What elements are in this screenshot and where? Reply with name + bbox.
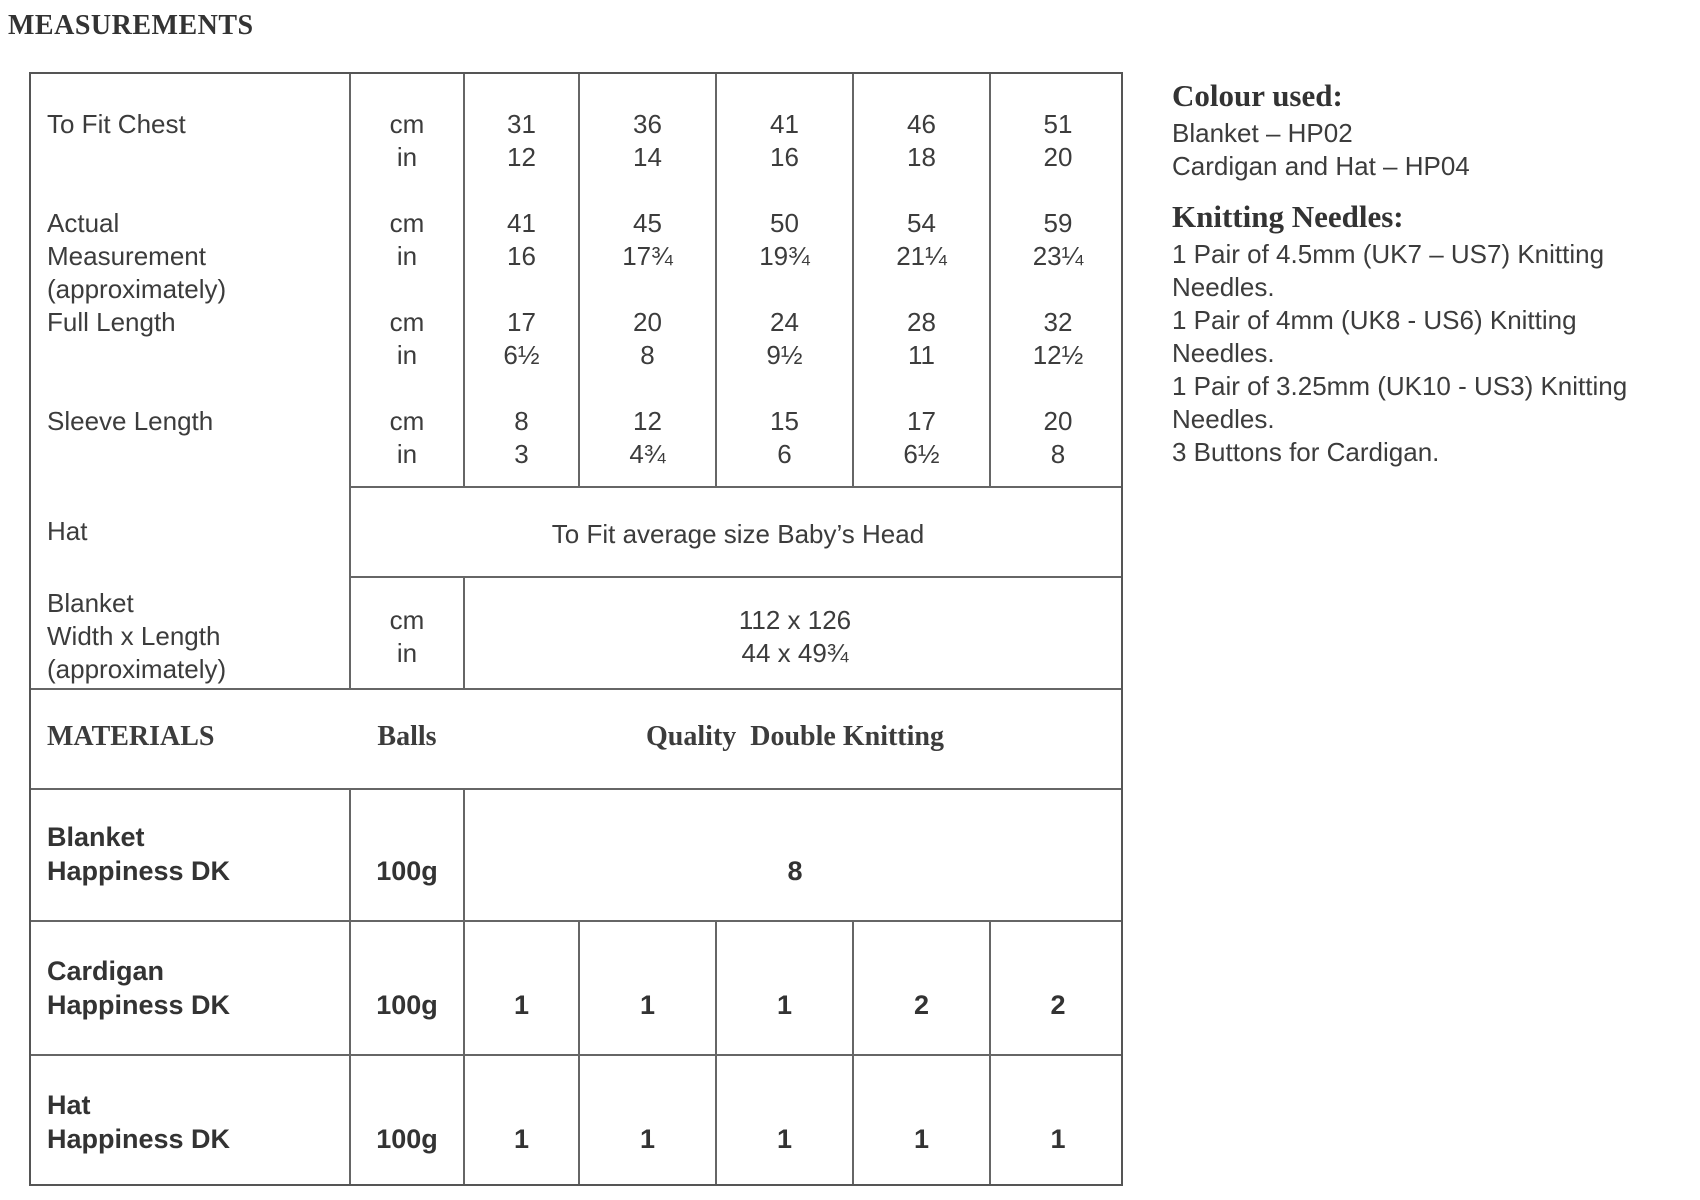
size-value: 16 xyxy=(507,241,536,271)
size-value: 17 xyxy=(507,307,536,337)
balls-heading: Balls xyxy=(377,721,437,752)
size-value: 54 xyxy=(907,208,936,238)
needles-line: 1 Pair of 4mm (UK8 - US6) Knitting xyxy=(1172,305,1577,335)
ball-count: 8 xyxy=(787,856,803,886)
table-rule xyxy=(31,788,1123,790)
row-label-actual-measurement: (approximately) xyxy=(47,274,227,304)
row-label-actual-measurement: Measurement xyxy=(47,241,206,271)
row-label-hat: Hat xyxy=(47,516,88,546)
size-value: 17¾ xyxy=(622,241,673,271)
size-value: 6 xyxy=(777,439,792,469)
blanket-size-value: 44 x 49¾ xyxy=(741,638,849,668)
size-value: 23¼ xyxy=(1032,241,1084,271)
size-value: 12 xyxy=(507,142,536,172)
ball-count: 1 xyxy=(1050,1124,1066,1154)
size-value: 50 xyxy=(770,208,799,238)
blanket-size-value: 112 x 126 xyxy=(738,605,852,635)
size-value: 3 xyxy=(514,439,529,469)
size-value: 18 xyxy=(907,142,936,172)
row-label-blanket: (approximately) xyxy=(47,654,227,684)
quality-heading: Quality Double Knitting xyxy=(646,721,944,752)
ball-count: 2 xyxy=(913,990,930,1020)
size-value: 9½ xyxy=(766,340,803,370)
row-label-to-fit-chest: To Fit Chest xyxy=(47,109,186,139)
size-value: 6½ xyxy=(503,340,540,370)
size-value: 15 xyxy=(770,406,799,436)
table-rule xyxy=(349,576,1123,578)
size-value: 41 xyxy=(507,208,536,238)
materials-heading: MATERIALS xyxy=(47,721,215,752)
size-value: 20 xyxy=(633,307,662,337)
size-value: 12 xyxy=(633,406,662,436)
unit-label: in xyxy=(396,241,418,271)
row-label-blanket: Width x Length xyxy=(47,621,221,651)
size-value: 41 xyxy=(770,109,799,139)
size-value: 8 xyxy=(1050,439,1066,469)
size-value: 8 xyxy=(640,340,655,370)
size-value: 17 xyxy=(907,406,936,436)
row-label-full-length: Full Length xyxy=(47,307,176,337)
table-rule xyxy=(349,486,1123,488)
unit-label: in xyxy=(396,340,418,370)
size-value: 16 xyxy=(770,142,799,172)
material-name: Happiness DK xyxy=(47,1124,231,1154)
ball-count: 1 xyxy=(639,990,656,1020)
section-title: MEASUREMENTS xyxy=(8,10,254,41)
ball-count: 2 xyxy=(1050,990,1066,1020)
size-value: 8 xyxy=(514,406,529,436)
size-value: 59 xyxy=(1043,208,1073,238)
colour-line: Cardigan and Hat – HP04 xyxy=(1172,151,1470,181)
size-value: 12½ xyxy=(1032,340,1084,370)
unit-label: cm xyxy=(389,208,425,238)
ball-count: 1 xyxy=(913,1124,930,1154)
unit-label: cm xyxy=(389,406,425,436)
side-notes xyxy=(1172,78,1692,469)
size-value: 32 xyxy=(1043,307,1073,337)
size-value: 21¼ xyxy=(896,241,947,271)
size-value: 36 xyxy=(633,109,662,139)
material-weight: 100g xyxy=(376,856,438,886)
size-value: 11 xyxy=(908,340,935,370)
size-value: 4¾ xyxy=(629,439,666,469)
material-weight: 100g xyxy=(376,990,438,1020)
table-rule xyxy=(31,920,1123,922)
ball-count: 1 xyxy=(639,1124,656,1154)
size-value: 20 xyxy=(1043,406,1073,436)
ball-count: 1 xyxy=(776,990,793,1020)
unit-label: in xyxy=(396,638,418,668)
size-value: 14 xyxy=(633,142,662,172)
needles-line: Needles. xyxy=(1172,338,1275,368)
colour-line: Blanket – HP02 xyxy=(1172,118,1353,148)
unit-label: in xyxy=(396,142,418,172)
size-value: 24 xyxy=(770,307,799,337)
needles-line: 3 Buttons for Cardigan. xyxy=(1172,437,1440,467)
colour-used-heading: Colour used: xyxy=(1172,78,1343,113)
size-value: 31 xyxy=(507,109,536,139)
row-label-sleeve-length: Sleeve Length xyxy=(47,406,214,436)
needles-line: 1 Pair of 3.25mm (UK10 - US3) Knitting xyxy=(1172,371,1628,401)
size-value: 46 xyxy=(907,109,936,139)
table-rule xyxy=(31,688,1123,690)
size-value: 19¾ xyxy=(759,241,810,271)
unit-label: cm xyxy=(389,109,425,139)
size-value: 51 xyxy=(1043,109,1073,139)
table-rule xyxy=(31,1054,1123,1056)
material-name: Blanket xyxy=(47,822,145,852)
size-value: 6½ xyxy=(903,439,940,469)
size-value: 45 xyxy=(633,208,662,238)
size-value: 28 xyxy=(907,307,936,337)
material-name: Hat xyxy=(47,1090,91,1120)
ball-count: 1 xyxy=(513,1124,530,1154)
ball-count: 1 xyxy=(776,1124,793,1154)
size-value: 20 xyxy=(1043,142,1073,172)
knitting-needles-heading: Knitting Needles: xyxy=(1172,199,1404,234)
material-weight: 100g xyxy=(376,1124,438,1154)
measurements-table xyxy=(29,72,1123,1186)
needles-line: Needles. xyxy=(1172,272,1275,302)
material-name: Cardigan xyxy=(47,956,165,986)
row-label-blanket: Blanket xyxy=(47,588,134,618)
needles-line: Needles. xyxy=(1172,404,1275,434)
hat-size-note: To Fit average size Baby’s Head xyxy=(551,519,925,549)
needles-line: 1 Pair of 4.5mm (UK7 – US7) Knitting xyxy=(1172,239,1605,269)
row-label-actual-measurement: Actual xyxy=(47,208,120,238)
material-name: Happiness DK xyxy=(47,990,231,1020)
unit-label: cm xyxy=(389,605,425,635)
material-name: Happiness DK xyxy=(47,856,231,886)
unit-label: cm xyxy=(389,307,425,337)
ball-count: 1 xyxy=(513,990,530,1020)
unit-label: in xyxy=(396,439,418,469)
